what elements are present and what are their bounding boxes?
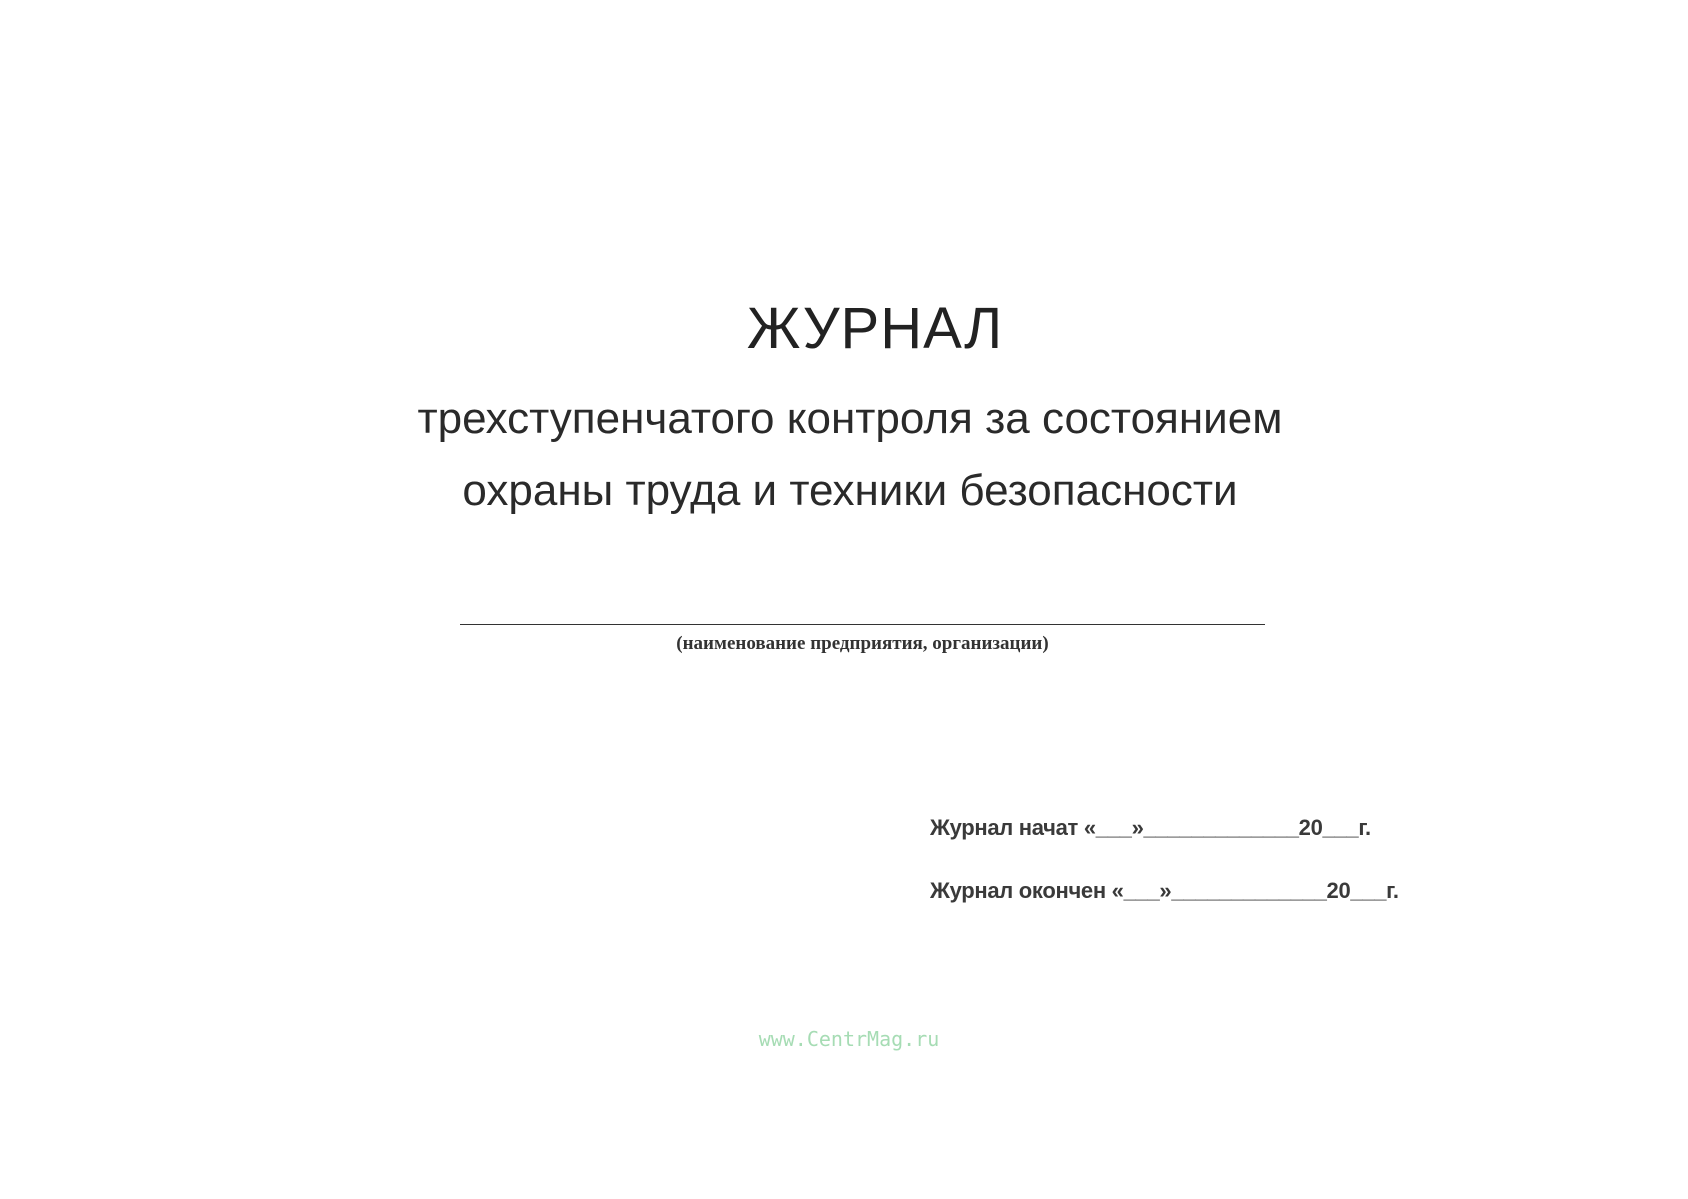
document-subtitle-line-1: трехступенчатого контроля за состоянием (417, 394, 1283, 443)
document-title: ЖУРНАЛ (746, 296, 1004, 361)
journal-end-date-line: Журнал окончен «___»_____________20___г. (930, 878, 1399, 903)
document-subtitle-line-2: охраны труда и техники безопасности (462, 466, 1238, 515)
organization-name-blank-line (460, 624, 1265, 625)
organization-name-caption: (наименование предприятия, организации) (676, 633, 1049, 654)
watermark: www.CentrMag.ru (758, 1027, 940, 1051)
journal-start-date-line: Журнал начат «___»_____________20___г. (930, 815, 1371, 840)
